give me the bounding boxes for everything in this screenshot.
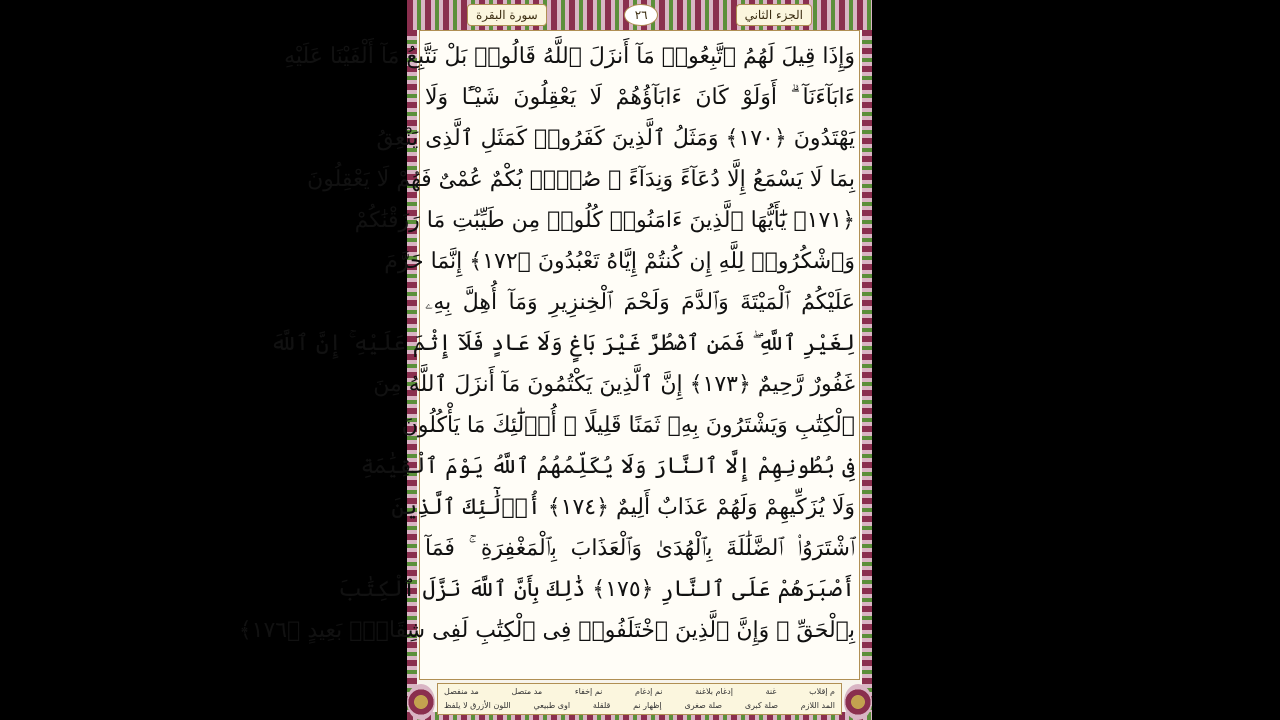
text-line: ﴿١٧١﴾ يَٰٓأَيُّهَا ٱلَّذِينَ ءَامَنُوا۟ كُلُوا۟ مِن طَيِّبَٰتِ مَا رَزَقْنَٰكُمْ bbox=[354, 208, 855, 233]
text-line: ءَابَآءَنَآ ۗ أَوَلَوْ كَانَ ءَابَآؤُهُمْ لَا يَعْقِلُونَ شَيْـًٔا وَلَا bbox=[425, 85, 855, 110]
legend-item: مد متصل bbox=[511, 687, 543, 696]
text-line: وَلَا يُزَكِّيهِمْ وَلَهُمْ عَذَابٌ أَلِيمٌ ﴿١٧٤﴾ أُو۟لَٰٓئِكَ ٱلَّذِينَ bbox=[391, 495, 855, 520]
text-line: بِٱلْحَقِّ ۗ وَإِنَّ ٱلَّذِينَ ٱخْتَلَفُوا۟ فِى ٱلْكِتَٰبِ لَفِى شِقَاقٍۭ بَعِيدٍ ﴿١٧٦﴾ bbox=[238, 618, 855, 643]
legend-item: إدغام بلاغنة bbox=[695, 687, 733, 696]
text-line: وَإِذَا قِيلَ لَهُمُ ٱتَّبِعُوا۟ مَآ أَنزَلَ ٱللَّهُ قَالُوا۟ بَلْ نَتَّبِعُ مَآ أَلْفَيْنَا عَلَيْهِ bbox=[284, 44, 855, 69]
text-line: غَفُورٌ رَّحِيمٌ ﴿١٧٣﴾ إِنَّ ٱلَّذِينَ يَكْتُمُونَ مَآ أَنزَلَ ٱللَّهُ مِنَ bbox=[373, 372, 855, 397]
text-line: وَٱشْكُرُوا۟ لِلَّهِ إِن كُنتُمْ إِيَّاهُ تَعْبُدُونَ ﴿١٧٢﴾ إِنَّمَا حَرَّمَ bbox=[384, 249, 855, 274]
legend-item: قلقلة bbox=[592, 701, 611, 710]
text-line: فِى بُطُونِهِمْ إِلَّا ٱلنَّارَ وَلَا يُكَلِّمُهُمُ ٱللَّهُ يَوْمَ ٱلْقِيَٰمَةِ bbox=[360, 454, 855, 479]
legend-item: اوى طبيعي bbox=[533, 701, 571, 710]
text-line: أَصْبَرَهُمْ عَلَى ٱلنَّارِ ﴿١٧٥﴾ ذَٰلِكَ بِأَنَّ ٱللَّهَ نَزَّلَ ٱلْكِتَٰبَ bbox=[338, 577, 855, 602]
corner-ornament-left bbox=[407, 684, 435, 720]
legend-item: مد منفصل bbox=[444, 687, 479, 696]
quran-text bbox=[238, 36, 855, 651]
legend-item: إظهار نم bbox=[633, 701, 662, 710]
legend-item: غنة bbox=[765, 687, 777, 696]
text-line: لِغَيْرِ ٱللَّهِ ۖ فَمَنِ ٱضْطُرَّ غَيْرَ بَاغٍ وَلَا عَادٍ فَلَآ إِثْمَ عَلَيْهِ ۚ إِنَّ ٱللَّهَ bbox=[270, 331, 855, 356]
legend-item: اللون الأزرق لا يلفظ bbox=[444, 701, 511, 710]
text-line: عَلَيْكُمُ ٱلْمَيْتَةَ وَٱلدَّمَ وَلَحْمَ ٱلْخِنزِيرِ وَمَآ أُهِلَّ بِهِۦ bbox=[425, 290, 855, 315]
decorative-border-right bbox=[862, 30, 872, 712]
legend-item: نم إدغام bbox=[635, 687, 663, 696]
corner-ornament-right bbox=[844, 684, 872, 720]
legend-row bbox=[442, 699, 837, 713]
legend-item: م إقلاب bbox=[809, 687, 835, 696]
text-line: بِمَا لَا يَسْمَعُ إِلَّا دُعَآءً وَنِدَآءً ۚ صُمٌّۢ بُكْمٌ عُمْىٌ فَهُمْ لَا يَعْقِلُونَ bbox=[307, 167, 855, 192]
legend-item: المد اللازم bbox=[800, 701, 835, 710]
tajweed-legend bbox=[437, 683, 842, 715]
page-number: ٢٦ bbox=[624, 4, 658, 26]
text-line: يَهْتَدُونَ ﴿١٧٠﴾ وَمَثَلُ ٱلَّذِينَ كَفَرُوا۟ كَمَثَلِ ٱلَّذِى يَنْعِقُ bbox=[376, 126, 855, 151]
juz-label: الجزء الثاني bbox=[736, 4, 812, 26]
legend-row bbox=[442, 685, 837, 699]
mushaf-page bbox=[238, 0, 872, 720]
surah-label: سورة البقرة bbox=[467, 4, 547, 26]
legend-item: نم إخفاء bbox=[574, 687, 603, 696]
legend-item: صلة كبرى bbox=[744, 701, 778, 710]
page-header bbox=[467, 3, 812, 27]
text-line: ٱلْكِتَٰبِ وَيَشْتَرُونَ بِهِۦ ثَمَنًا قَلِيلًا ۙ أُو۟لَٰٓئِكَ مَا يَأْكُلُونَ bbox=[401, 413, 855, 438]
legend-item: صلة صغرى bbox=[684, 701, 723, 710]
text-line: ٱشْتَرَوُا۟ ٱلضَّلَٰلَةَ بِٱلْهُدَىٰ وَٱلْعَذَابَ بِٱلْمَغْفِرَةِ ۚ فَمَآ bbox=[425, 536, 855, 561]
